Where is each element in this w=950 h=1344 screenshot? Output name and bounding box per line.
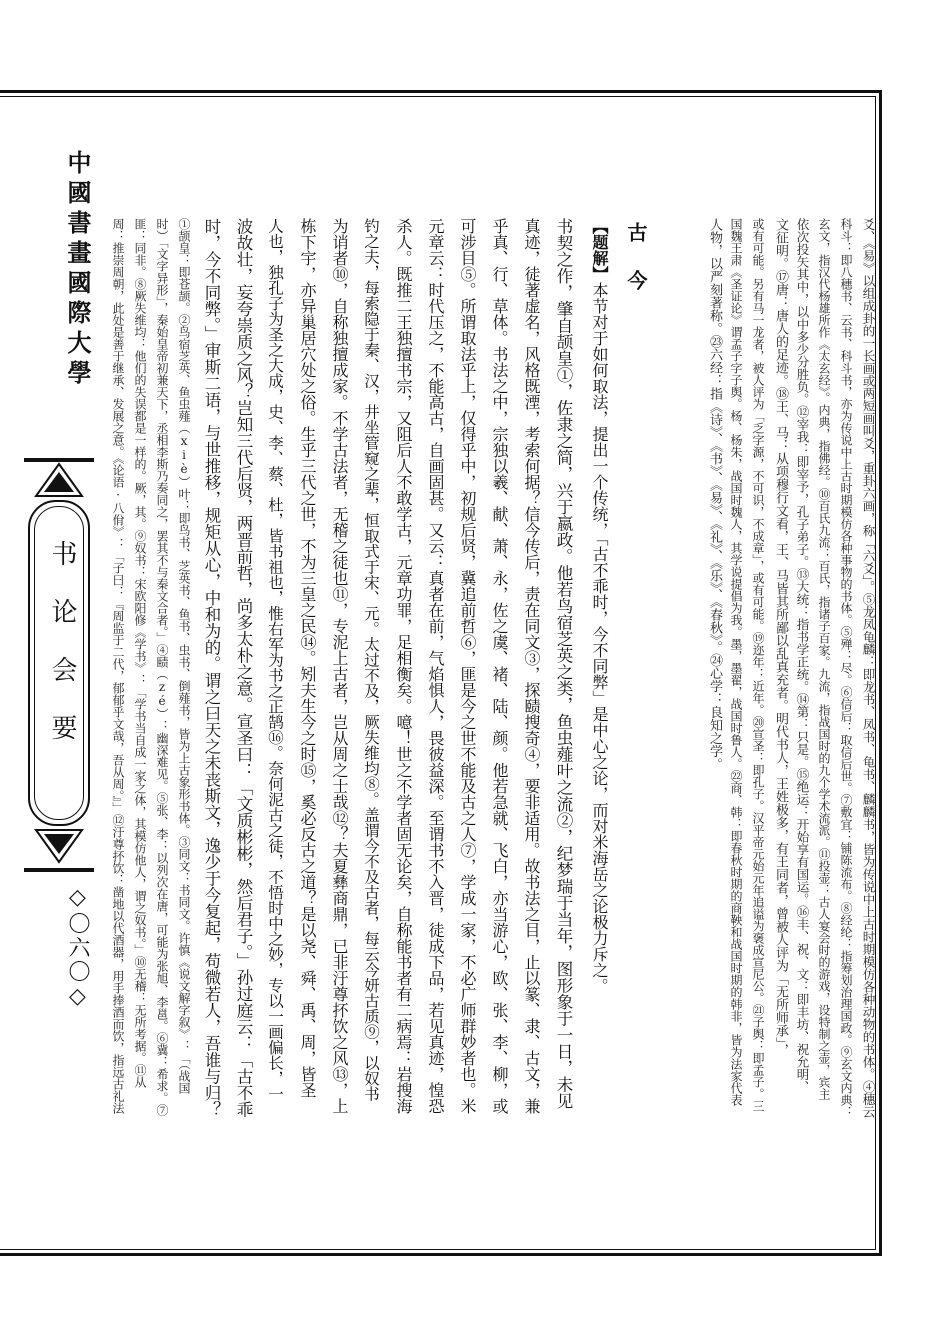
body-line: 栋下宇，亦异巢居穴处之俗。生乎三代之世，不为三皇之民⑭。矧夫生今之时⑮，奚必反古之道？是以尧、舜、禹、周，皆圣: [298, 218, 317, 1098]
ornament-bar-bottom: [24, 868, 94, 872]
body-line: 人也，独孔子为圣之大成，史、李、蔡、杜，皆书祖也，惟右军为书之正鹄⑯。奈何泥古之徒，不悟时中之妙，专以一画偏长，一: [266, 218, 284, 1102]
body-line: 真迹，徒著虚名，风格既湮，考索何据？信今传后，责在同文③，探赜搜奇④，要非适用。故书法之目，止以篆、隶、古文，兼: [522, 218, 541, 1114]
page-number: ◇〇六〇◇: [65, 885, 90, 1011]
bottom-note-line: 匪：同非。⑧厥失维均：他们的失误都是一样的。厥，其。⑨奴书：宋欧阳修《学书》：「学书当自成一家之体，其模仿他人，谓之奴书。」⑩无稽：无所考据。⑪从: [133, 218, 147, 1088]
top-note-line: 依次投矢其中，以中多少分胜负。⑫宰我：即宰予，孔子弟子。⑬大统：指书学正统。⑭第：只是。⑮绝运：开始享有国运。⑯丰、祝、文：即丰坊、祝允明、: [795, 218, 810, 1093]
body-line: 时，今不同弊。」审斯二语，与世推移，规矩从心，中和为的。谓之曰天之未丧斯文，逸少于今复起，苟微若人，吾谁与归？: [202, 218, 221, 1118]
body-line: 钓之夫，每索隐于秦、汉，井坐管窥之辈，恒取式于宋、元。太过不及，厥失维均⑧。盖谓今不及古者，每云今妍古质⑨，以奴书: [362, 218, 380, 1102]
top-note-line: 国魏王肃《圣证论》谓孟子字子舆。杨、杨朱，战国时魏人，其学说提倡为我。墨，墨翟，战国时鲁人。㉒商、韩：即春秋时期的商鞅和战国时期的韩非，皆为法家代表: [729, 218, 743, 1106]
top-note-line: 文征明。⑰唐：唐人的足迹。⑱王、马：从项穆行文看，王、马皆其所鄙以乱真充者。明代书人，王姓极多，有王同者，曾被人评为「无所师承」，: [773, 218, 788, 1057]
jieti-text: 本节对于如何取法，提出一个传统，「古不乖时，今不同弊」是中心之论，而对米海岳之论极力斥之。: [590, 282, 609, 994]
jieti-line: [586, 218, 612, 1118]
body-line: 乎真、行、草体。书法之中，宗独以羲、献、萧、永，佐之虞、褚、陆、颜。他若急就、飞白，亦当游心，欧、张、李、柳，或: [490, 218, 509, 1114]
bottom-note-line: 周：推崇周朝，此处是善于继承、发展之意。《论语·八佾》：「子曰：『周监于二代，郁郁乎文哉，吾从周。』」⑫汙尊抔饮：凿地以代酒器，用手捧酒而饮，指远古礼法: [111, 218, 125, 1114]
body-line: 为诮者⑩，自称独擅成家。不学古法者，无稽之徒也⑪，专泥上古者，岂从周之士哉⑫？夫夏彝商鼎，已非汙尊抔饮之风⑬，上: [330, 218, 349, 1114]
jieti-label: 【题解】: [590, 218, 609, 282]
top-note-line: 或有可能。另有马一龙者，被人评为「乏字源，不可识，不成章」，或有可能。⑲迩年：近年。⑳宣圣：即孔子。汉平帝元始元年追谥为褒成宣尼公。㉑子舆：即孟子。三: [751, 218, 765, 1112]
body-line: 书契之作，肇自颉皇①，佐隶之简，兴于嬴政。他若鸟宿芝英之类，鱼虫薤叶之流②，纪梦瑞于当年，图形象于一日，未见: [554, 218, 573, 1109]
ornament-top-icon: [32, 460, 86, 500]
section-title: 古今: [624, 222, 648, 318]
body-line: 杀人。既推二王独擅书宗，又阻后人不敢学古，元章功罪，足相衡矣。噫！世之不学者固无论矣，自称能书者有二病焉：岩搜海: [394, 218, 413, 1114]
top-note-line: 人物，以严刻著称。㉓六经：指《诗》、《书》、《易》、《礼》、《乐》、《春秋》。㉔心学：良知之学。: [707, 218, 722, 771]
book-title: 书论会要: [47, 540, 77, 772]
body-line: 可涉目⑤。所谓取法乎上，仅得乎中，初规后贤，冀追前哲⑥，匪是今之世不能及古之人⑦，学成一家，不必广师群妙者也。米: [458, 218, 477, 1114]
top-note-line: 爻、《易》以组成卦的一长画或两短画叫爻，重卦六画，称「六爻」。⑤龙凤龟麟：即龙书、凤书、龟书、麟麟书，皆为传说中上古时期模仿各种动物的书体。④穗云: [861, 218, 876, 1118]
bottom-note-line: ①颉皇：即苍颉。②鸟宿芝英、鱼虫薤（xiè）叶：即鸟书、芝英书、鱼书、虫书、倒薤书，皆为上古象形书体。③同文：书同文。许慎《说文解字叙》：「（战国: [177, 218, 191, 1094]
body-line: 元章云：时代压之，不能高古，自画固甚。又云：真者在前，气焰惧人，畏彼益深。至谓书不入晋，徒成下品，若见真迹，惶恐: [426, 218, 445, 1114]
bottom-note-line: 时）「文字异形」，秦始皇帝初兼天下，丞相李斯乃奏同之，罢其不与秦文合者。」④赜（zé）：幽深难见。⑤张、李：以列次在唐，可能为张旭、李邕。⑥冀：希求。⑦: [155, 218, 169, 1116]
ornament-bottom-icon: [32, 826, 86, 866]
body-line: 波故壮，妄夸崇质之风？岂知三代后贤，两晋前哲，尚多太朴之意。宣圣曰：「文质彬彬，然后君子。」孙过庭云：「古不乖: [234, 218, 253, 1118]
top-note-line: 玄文，指汉代杨雄所作《太玄经》。内典，指佛经。⑩百氏九流：百氏，指诸子百家。九流，指战国时的九个学术流派。⑪投壶：古人宴会时的游戏，设特制之壶，宾主: [817, 218, 831, 1100]
school-name: 中國書畫國際大學: [63, 150, 92, 390]
top-note-line: 科斗：即八穗书、云书、科斗书，亦为传说中上古时期模仿各种事物的书体。⑤殚：尽。⑥信后：取信后世。⑦敷宜：铺陈流布。⑧经纶：指筹划治理国政。⑨玄文内典：: [839, 218, 853, 1118]
